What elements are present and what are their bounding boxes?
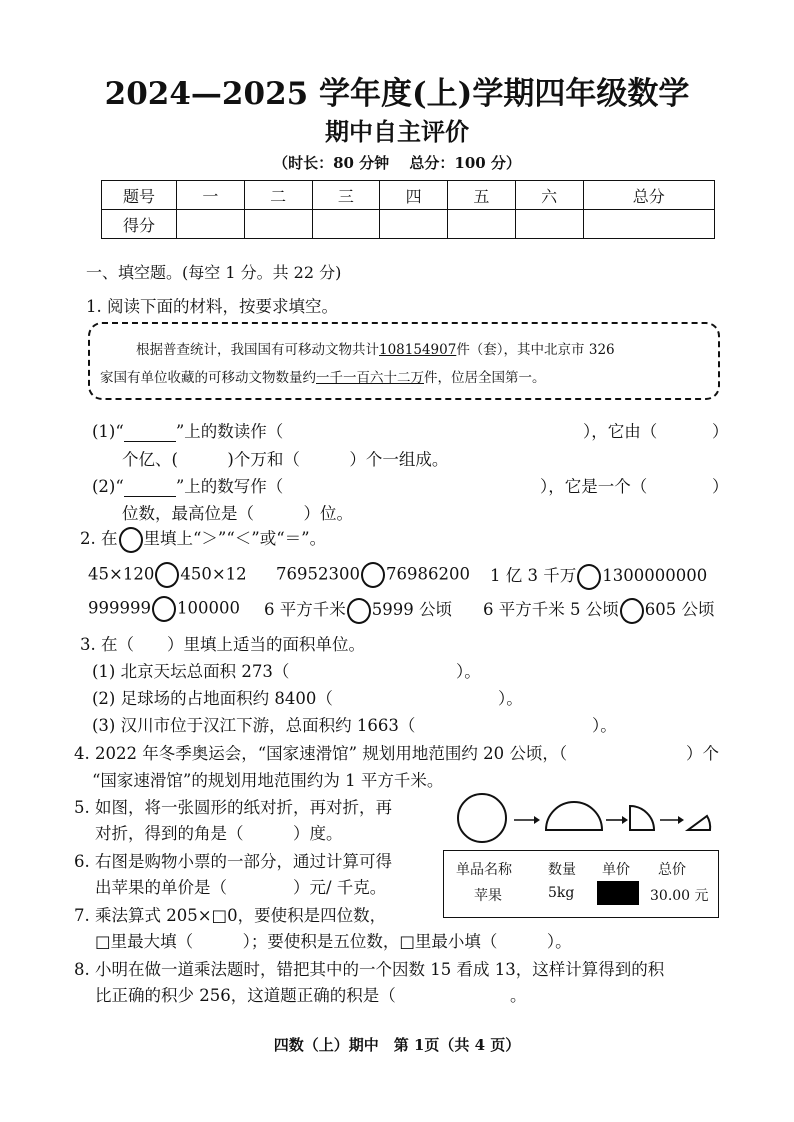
q1-part2 [92, 473, 283, 497]
compare-circle-icon[interactable] [155, 562, 179, 588]
score-table-score-row [102, 210, 715, 239]
material-text: 家国有单位收藏的可移动文物数量约 [100, 370, 316, 386]
exam-subtitle: 期中自主评价 [325, 117, 469, 146]
question-2-stem [80, 525, 326, 553]
compare-circle-icon [119, 527, 143, 553]
score-table [101, 180, 715, 239]
compare-item [483, 596, 714, 624]
text: ”上的数读作（ [175, 422, 284, 441]
quarter-circle-icon [630, 806, 654, 830]
eighth-circle-icon [688, 816, 710, 830]
text: 450×12 [180, 564, 247, 584]
material-line-2 [100, 366, 546, 386]
q1-part2-tail: ），它是一个（ [540, 477, 648, 496]
folding-diagram [454, 790, 720, 846]
question-3-stem: 3. 在（ ）里填上适当的面积单位。 [80, 635, 365, 654]
text: 605 公顷 [644, 600, 715, 619]
text: 76986200 [385, 564, 470, 584]
text: 里填上“＞”“＜”或“＝”。 [143, 529, 327, 548]
score-cell: 总分 [583, 181, 715, 210]
receipt-header: 数量 [548, 862, 576, 878]
material-number: 108154907 [379, 342, 457, 358]
score-cell: 得分 [102, 210, 177, 239]
question-4-line2: “国家速滑馆”的规划用地范围约为 1 平方千米。 [92, 771, 444, 790]
question-6-line2: 出苹果的单价是（ ）元/ 千克。 [95, 878, 387, 897]
question-8-line1: 8. 小明在做一道乘法题时，错把其中的一个因数 15 看成 13，这样计算得到的积 [74, 960, 665, 979]
q1-part2-end: ） [712, 477, 729, 496]
receipt-header: 单品名称 [456, 862, 512, 878]
score-cell: 五 [448, 181, 516, 210]
receipt-header: 总价 [658, 862, 686, 878]
exam-info: （时长：80 分钟 总分：100 分） [273, 154, 521, 172]
compare-item [276, 562, 470, 588]
text: 5999 公顷 [371, 600, 452, 619]
receipt-item: 苹果 [474, 888, 502, 904]
q3-sub3-end: ）。 [592, 716, 617, 735]
score-input-cell[interactable] [583, 210, 715, 239]
blank-line [124, 441, 176, 442]
q3-sub1: (1) 北京天坛总面积 273（ [92, 662, 290, 681]
arrow-icon [606, 816, 628, 824]
text: 1 亿 3 千万 [490, 566, 577, 585]
half-circle-icon [546, 802, 602, 830]
score-input-cell[interactable] [380, 210, 448, 239]
arrow-icon [660, 816, 684, 824]
score-table-header-row [102, 181, 715, 210]
compare-item [490, 562, 707, 590]
question-7-line2: □里最大填（ ）；要使积是五位数，□里最小填（ ）。 [95, 932, 572, 951]
score-cell: 二 [244, 181, 312, 210]
score-input-cell[interactable] [312, 210, 380, 239]
q3-sub2: (2) 足球场的占地面积约 8400（ [92, 689, 333, 708]
receipt-qty: 5kg [548, 885, 575, 901]
material-box [88, 322, 720, 400]
circle-paper-icon [458, 794, 506, 842]
compare-circle-icon[interactable] [620, 598, 644, 624]
score-cell: 四 [380, 181, 448, 210]
page-footer: 四数（上）期中 第 1页（共 4 页） [273, 1036, 521, 1054]
arrow-icon [514, 816, 540, 824]
question-4-line1-end: ）个 [686, 744, 719, 763]
receipt-image [443, 850, 719, 918]
material-text: 件，位居全国第一。 [424, 370, 546, 386]
score-cell: 题号 [102, 181, 177, 210]
text: 999999 [88, 598, 151, 618]
score-cell: 六 [515, 181, 583, 210]
blank-line [124, 496, 176, 497]
receipt-header: 单价 [602, 862, 630, 878]
section-title: 一、填空题。(每空 1 分。共 22 分) [86, 263, 342, 282]
redacted-price [597, 881, 639, 905]
q1-part1-tail [583, 418, 657, 442]
score-cell: 一 [177, 181, 245, 210]
text: 76952300 [276, 564, 360, 584]
score-cell: 三 [312, 181, 380, 210]
score-input-cell[interactable] [177, 210, 245, 239]
material-text: 件（套），其中北京市 326 [456, 342, 615, 358]
material-text: 根据普查统计，我国国有可移动文物共计 [136, 342, 379, 358]
question-8-line2-end: 。 [510, 986, 527, 1005]
compare-circle-icon[interactable] [577, 564, 601, 590]
question-5-line2: 对折，得到的角是（ ）度。 [95, 824, 343, 843]
compare-circle-icon[interactable] [347, 598, 371, 624]
compare-circle-icon[interactable] [152, 596, 176, 622]
text: ），它由（ [583, 422, 658, 441]
compare-circle-icon[interactable] [361, 562, 385, 588]
question-6-line1: 6. 右图是购物小票的一部分，通过计算可得 [74, 852, 392, 871]
score-input-cell[interactable] [244, 210, 312, 239]
q1-part1-line2: 个亿、( )个万和（ ）个一组成。 [122, 450, 449, 469]
q1-part1 [92, 418, 283, 442]
text: 6 平方千米 5 公顷 [483, 600, 619, 619]
q3-sub1-end: ）。 [456, 662, 481, 681]
question-7-line1: 7. 乘法算式 205×□0，要使积是四位数， [74, 906, 387, 925]
text: (1)“ [92, 422, 124, 441]
text: 2. 在 [80, 529, 118, 548]
compare-item [88, 596, 240, 622]
q1-part2-line2: 位数，最高位是（ ）位。 [122, 504, 353, 523]
text: (2)“ [92, 477, 124, 496]
question-4-line1: 4. 2022 年冬季奥运会，“国家速滑馆” 规划用地范围约 20 公顷，（ [74, 744, 568, 763]
exam-title: 2024—2025 学年度(上)学期四年级数学 [104, 76, 690, 112]
text: 6 平方千米 [264, 600, 346, 619]
q3-sub3: (3) 汉川市位于汉江下游，总面积约 1663（ [92, 716, 416, 735]
text: ”上的数写作（ [175, 477, 284, 496]
compare-item [88, 562, 247, 588]
material-line-1 [136, 338, 615, 358]
text: 1300000000 [602, 566, 708, 585]
text: 45×120 [88, 564, 155, 584]
q1-part1-end: ） [712, 422, 729, 441]
text: 100000 [177, 598, 240, 618]
question-8-line2: 比正确的积少 256，这道题正确的积是（ [95, 986, 396, 1005]
question-1-stem: 1. 阅读下面的材料，按要求填空。 [86, 297, 338, 316]
q3-sub2-end: ）。 [498, 689, 523, 708]
compare-item [264, 596, 452, 624]
score-input-cell[interactable] [448, 210, 516, 239]
receipt-total: 30.00 元 [650, 888, 709, 904]
material-underlined-text: 一千一百六十二万 [316, 370, 424, 386]
score-input-cell[interactable] [515, 210, 583, 239]
question-5-line1: 5. 如图，将一张圆形的纸对折，再对折，再 [74, 798, 392, 817]
